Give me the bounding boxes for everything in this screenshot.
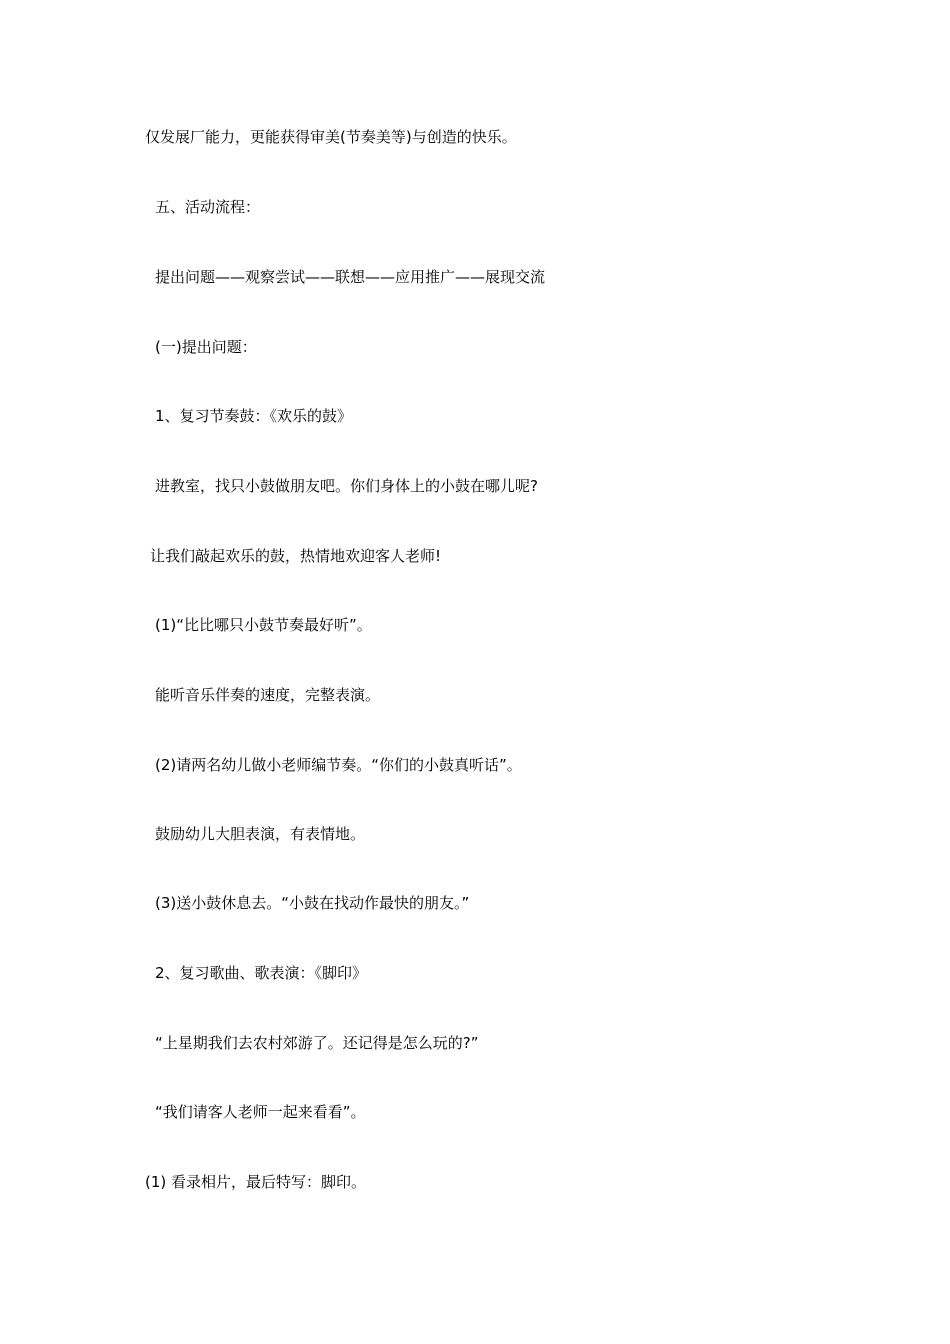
paragraph-line-invite-teachers: “我们请客人老师一起来看看”。 [155,1103,366,1121]
paragraph-line-1: 仅发展厂能力，更能获得审美(节奏美等)与创造的快乐。 [145,128,517,146]
paragraph-line-last-week: “上星期我们去农村郊游了。还记得是怎么玩的?” [155,1034,479,1052]
paragraph-line-welcome: 让我们敲起欢乐的鼓，热情地欢迎客人老师! [150,547,442,565]
list-item-little-teachers: (2)请两名幼儿做小老师编节奏。“你们的小鼓真听话”。 [155,756,522,774]
paragraph-line-perform: 能听音乐伴奏的速度，完整表演。 [155,686,381,704]
list-item-review-song: 2、复习歌曲、歌表演：《脚印》 [155,964,368,982]
list-item-watch-video: (1) 看录相片，最后特写：脚印。 [145,1173,367,1191]
list-item-drum-rest: (3)送小鼓休息去。“小鼓在找动作最快的朋友。” [155,894,470,912]
list-item-review-drum: 1、复习节奏鼓：《欢乐的鼓》 [155,407,353,425]
paragraph-line-flow-steps: 提出问题——观察尝试——联想——应用推广——展现交流 [155,268,546,286]
list-item-compare-drums: (1)“比比哪只小鼓节奏最好听”。 [155,616,372,634]
paragraph-line-enter-classroom: 进教室，找只小鼓做朋友吧。你们身体上的小鼓在哪儿呢? [155,477,538,495]
paragraph-line-encourage: 鼓励幼儿大胆表演，有表情地。 [155,825,366,843]
section-heading-activity-flow: 五、活动流程： [155,198,261,216]
subsection-heading-ask-questions: (一)提出问题： [155,338,257,356]
